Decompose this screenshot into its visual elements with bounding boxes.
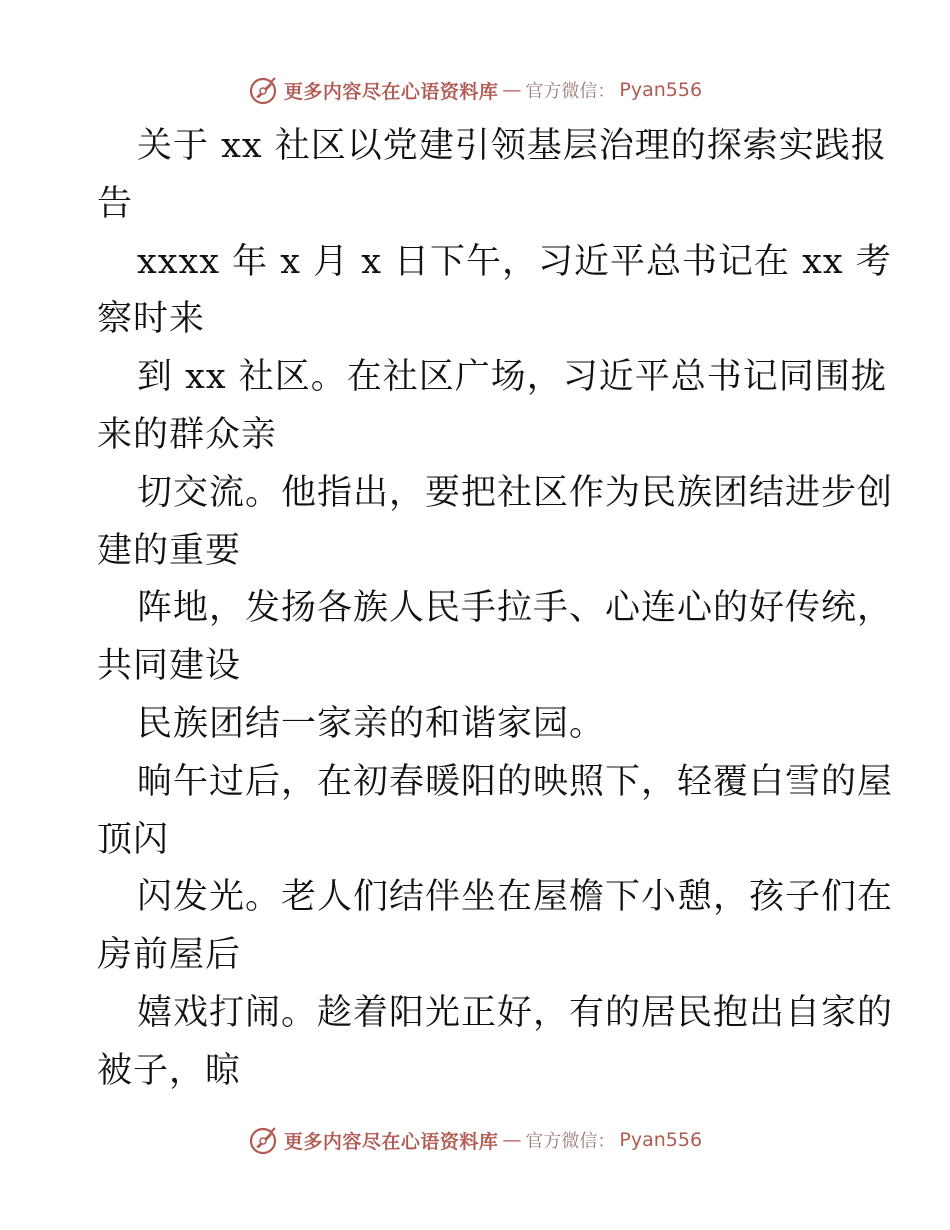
text-line: 阵地，发扬各族人民手拉手、心连心的好传统， xyxy=(137,588,894,629)
document-body xyxy=(97,118,894,1101)
watermark-separator: — xyxy=(502,79,522,101)
watermark-separator: — xyxy=(502,1129,522,1151)
text-line: 被子，晾 xyxy=(97,1050,242,1091)
watermark-label: 官方微信： xyxy=(525,1131,616,1152)
footer-watermark xyxy=(0,1120,950,1160)
text-line: 到 xx 社区。在社区广场，习近平总书记同围拢 xyxy=(137,357,887,398)
text-line: 闪发光。老人们结伴坐在屋檐下小憩，孩子们在 xyxy=(137,877,894,918)
text-line: 告 xyxy=(97,183,134,224)
text-line: 切交流。他指出，要把社区作为民族团结进步创 xyxy=(137,472,894,513)
watermark-id: Pyan556 xyxy=(619,1129,703,1151)
text-line: 关于 xx 社区以党建引领基层治理的探索实践报 xyxy=(137,126,887,166)
text-line: 察时来 xyxy=(97,299,206,340)
text-line: 嬉戏打闹。趁着阳光正好，有的居民抱出自家的 xyxy=(137,992,894,1033)
watermark-id: Pyan556 xyxy=(619,79,703,101)
text-line: 晌午过后，在初春暖阳的映照下，轻覆白雪的屋 xyxy=(137,761,894,802)
text-line: 顶闪 xyxy=(97,819,170,860)
text-line: xxxx 年 x 月 x 日下午，习近平总书记在 xx 考 xyxy=(137,241,892,282)
quill-logo-icon xyxy=(248,1125,278,1155)
text-line: 民族团结一家亲的和谐家园。 xyxy=(137,703,606,744)
watermark-text: 更多内容尽在心语资料库 xyxy=(283,1130,499,1153)
text-line: 建的重要 xyxy=(97,530,242,571)
watermark-text: 更多内容尽在心语资料库 xyxy=(283,80,499,103)
text-line: 共同建设 xyxy=(97,646,242,687)
text-line: 房前屋后 xyxy=(97,935,242,976)
watermark-label: 官方微信： xyxy=(525,81,616,102)
quill-logo-icon xyxy=(248,75,278,105)
header-watermark xyxy=(0,70,950,110)
text-line: 来的群众亲 xyxy=(97,414,278,455)
